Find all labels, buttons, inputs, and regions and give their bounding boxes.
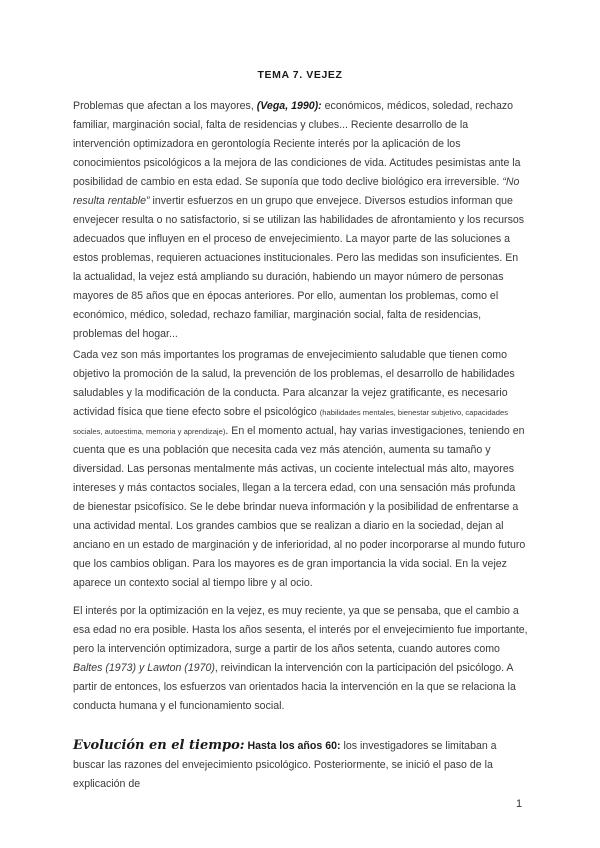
quote: “No resulta rentable” — [73, 176, 520, 207]
section-heading: Evolución en el tiempo: — [73, 738, 245, 753]
bold-text: Hasta los años 60: — [244, 740, 341, 752]
page-title: TEMA 7. VEJEZ — [257, 69, 343, 81]
text: Problemas que afectan a los mayores, — [73, 100, 257, 112]
citation: Baltes (1973) y Lawton (1970) — [73, 662, 215, 674]
page-number: 1 — [516, 798, 523, 810]
paragraph-evolution — [73, 736, 528, 794]
text: económicos, médicos, soledad, rechazo familiar, marginación social, falta de residencias y clubes... Reciente desarrollo de la intervención optimizadora en gerontología Reciente interés por la aplicación de los conocimientos psicológicos a la mejora de las condiciones de vida. Actitudes pesimistas ante la posibilidad de cambio en esta edad. Se suponía que todo declive biológico era irreversible. — [73, 100, 521, 188]
text: . En el momento actual, hay varias investigaciones, teniendo en cuenta que es una población que necesita cada vez más atención, aumenta su tamaño y diversidad. Las personas mentalmente más activas, un cociente intelectual más alto, mayores intereses y más contactos sociales, llegan a la tercera edad, con una sensación más profunda de bienestar psicofísico. Se le debe brindar nueva información y la posibilidad de enfrentarse a una actividad mental. Los grandes cambios que se realizan a diario en la sociedad, dejan al anciano en un estado de marginación y de inferioridad, al no poder incorporarse al mundo futuro que los cambios obligan. Para los mayores es de gran importancia la vida social. En la vejez aparece un contexto social al tiempo libre y al ocio. — [73, 425, 526, 589]
paragraph-healthy-aging — [73, 346, 528, 593]
text: Cada vez son más importantes los programas de envejecimiento saludable que tienen como objetivo la promoción de la salud, la prevención de los problemas, el desarrollo de habilidades saludables y la modificación de la conducta. Para alcanzar la vejez gratificante, es necesario actividad física que tiene efecto sobre el psicológico — [73, 349, 515, 418]
text: los investigadores se limitaban a buscar las razones del envejecimiento psicológico. Posteriormente, se inició el paso de la explicación de — [73, 740, 497, 790]
text: invertir esfuerzos en un grupo que envejece. Diversos estudios informan que envejecer resulta o no satisfactorio, si se utilizan las habilidades de afrontamiento y los recursos adecuados que influyen en el proceso de envejecimiento. La mayor parte de las soluciones a estos problemas, requieren actuaciones institucionales. Pero las medidas son insuficientes. En la actualidad, la vejez está ampliando su duración, habiendo un mayor número de personas mayores de 85 años que en épocas anteriores. Por ello, aumentan los problemas, como el económico, médico, soledad, rechazo familiar, marginación social, falta de residencias, problemas del hogar... — [73, 195, 525, 340]
paragraph-optimization — [73, 602, 528, 716]
paragraph-problems — [73, 97, 528, 344]
text: , reivindican la intervención con la participación del psicólogo. A partir de entonces, los esfuerzos van orientados hacia la intervención en la que se relaciona la conducta humana y el funcionamiento social. — [73, 662, 516, 712]
citation: (Vega, 1990): — [256, 100, 322, 112]
small-note: (habilidades mentales, bienestar subjetivo, capacidades sociales, autoestima, memoria y aprendizaje) — [73, 408, 509, 436]
text: El interés por la optimización en la vejez, es muy reciente, ya que se pensaba, que el cambio a esa edad no era posible. Hasta los años sesenta, el interés por el envejecimiento fue importante, pero la intervención optimizadora, surge a partir de los años setenta, cuando autores como — [73, 605, 528, 655]
